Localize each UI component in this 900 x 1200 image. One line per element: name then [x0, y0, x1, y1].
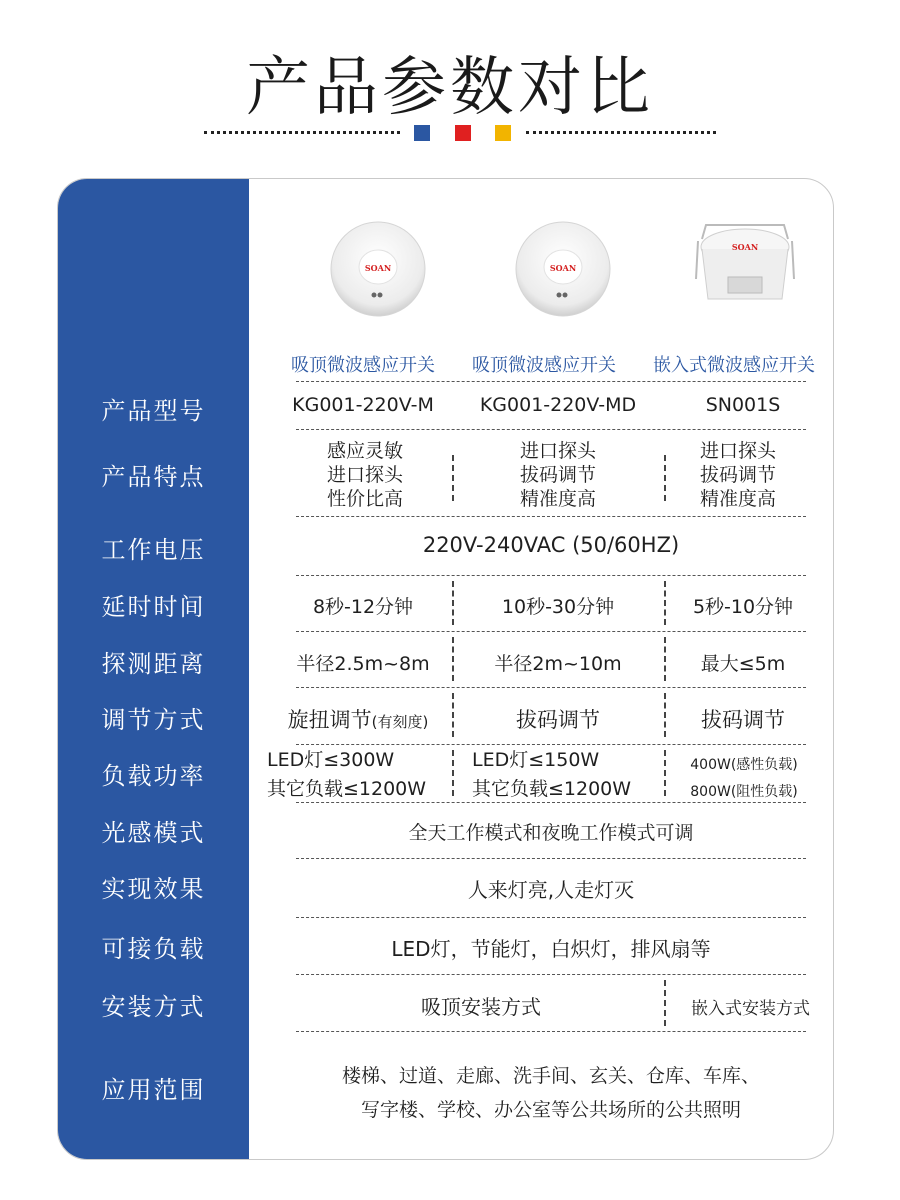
brand-logo: SOAN [731, 242, 759, 252]
label-voltage: 工作电压 [101, 536, 206, 564]
install-1: 吸顶安装方式 [421, 995, 541, 1019]
divider-right [526, 131, 716, 134]
load-line: 其它负载≤1200W [267, 778, 427, 800]
range-3: 最大≤5m [700, 653, 786, 675]
model-1: KG001-220V-M [292, 394, 434, 416]
page-title: 产品参数对比 [246, 51, 654, 125]
feature-line: 拔码调节 [699, 464, 776, 486]
row-divider [296, 858, 806, 859]
brand-logo: SOAN [364, 263, 392, 273]
label-effect: 实现效果 [101, 875, 206, 903]
scope-value [296, 1059, 806, 1127]
adjust-1 [263, 704, 453, 734]
model-2: KG001-220V-MD [479, 394, 637, 416]
title-decoration [0, 124, 900, 144]
feature-line: 感应灵敏 [326, 440, 403, 462]
ceiling-sensor-image [503, 219, 623, 339]
effect-value: 人来灯亮,人走灯灭 [467, 878, 635, 902]
load-3 [674, 752, 814, 806]
brand-logo: SOAN [549, 263, 577, 273]
label-column [58, 179, 249, 1159]
loads-value: LED灯，节能灯，白炽灯，排风扇等 [391, 937, 711, 961]
voltage-value: 220V-240VAC (50/60HZ) [422, 533, 680, 557]
features-3 [658, 439, 818, 511]
label-light: 光感模式 [101, 819, 206, 847]
load-2 [472, 746, 662, 804]
delay-2: 10秒-30分钟 [501, 596, 615, 618]
feature-line: 进口探头 [326, 464, 403, 486]
row-divider [296, 687, 806, 688]
recessed-sensor-image [688, 219, 808, 339]
range-2: 半径2m~10m [494, 653, 622, 675]
delay-3: 5秒-10分钟 [692, 596, 794, 618]
label-model: 产品型号 [101, 397, 206, 425]
label-install: 安装方式 [101, 993, 206, 1021]
product-name-3: 嵌入式微波感应开关 [653, 355, 815, 376]
feature-line: 拔码调节 [519, 464, 596, 486]
row-divider [296, 631, 806, 632]
col-divider [664, 637, 666, 681]
load-1 [267, 746, 452, 804]
range-1: 半径2.5m~8m [296, 653, 430, 675]
load-line: 400W(感性负载) [690, 757, 798, 773]
adjust-main: 旋扭调节 [287, 708, 372, 732]
delay-1: 8秒-12分钟 [312, 596, 414, 618]
features-2 [473, 439, 643, 511]
product-2 [458, 179, 638, 379]
product-name-1: 吸顶微波感应开关 [291, 355, 435, 376]
row-divider [296, 429, 806, 430]
load-line: LED灯≤300W [267, 749, 395, 771]
row-divider [296, 575, 806, 576]
feature-line: 进口探头 [699, 440, 776, 462]
features-1 [280, 439, 450, 511]
adjust-note: (有刻度) [371, 713, 429, 731]
adjust-3: 拔码调节 [701, 708, 785, 732]
col-divider [452, 750, 454, 796]
col-divider [664, 693, 666, 737]
label-loads: 可接负载 [101, 935, 206, 963]
row-divider [296, 381, 806, 382]
red-square [455, 125, 471, 141]
load-line: LED灯≤150W [472, 749, 600, 771]
light-value: 全天工作模式和夜晚工作模式可调 [408, 822, 694, 844]
yellow-square [495, 125, 511, 141]
feature-line: 精准度高 [519, 488, 596, 510]
scope-line: 楼梯、过道、走廊、洗手间、玄关、仓库、车库、 [341, 1065, 760, 1087]
row-divider [296, 917, 806, 918]
label-load: 负载功率 [101, 762, 206, 790]
row-divider [296, 516, 806, 517]
blue-square [414, 125, 430, 141]
col-divider [452, 455, 454, 501]
feature-line: 进口探头 [519, 440, 596, 462]
label-range: 探测距离 [101, 650, 206, 678]
model-3: SN001S [705, 394, 781, 416]
scope-line: 写字楼、学校、办公室等公共场所的公共照明 [360, 1099, 741, 1121]
product-name-2: 吸顶微波感应开关 [472, 355, 616, 376]
row-divider [296, 1031, 806, 1032]
comparison-card [57, 178, 834, 1160]
feature-line: 性价比高 [326, 488, 403, 510]
feature-line: 精准度高 [699, 488, 776, 510]
col-divider [664, 750, 666, 796]
load-line: 800W(阻性负载) [690, 784, 798, 800]
col-divider [664, 581, 666, 625]
adjust-2: 拔码调节 [516, 708, 600, 732]
row-divider [296, 974, 806, 975]
label-adjust: 调节方式 [101, 706, 206, 734]
product-1 [273, 179, 453, 379]
ceiling-sensor-image [318, 219, 438, 339]
install-2: 嵌入式安装方式 [691, 999, 810, 1019]
label-scope: 应用范围 [101, 1076, 206, 1104]
divider-left [204, 131, 400, 134]
label-delay: 延时时间 [101, 593, 206, 621]
load-line: 其它负载≤1200W [472, 778, 632, 800]
label-features: 产品特点 [101, 463, 206, 491]
product-3 [648, 179, 828, 379]
row-divider [296, 744, 806, 745]
